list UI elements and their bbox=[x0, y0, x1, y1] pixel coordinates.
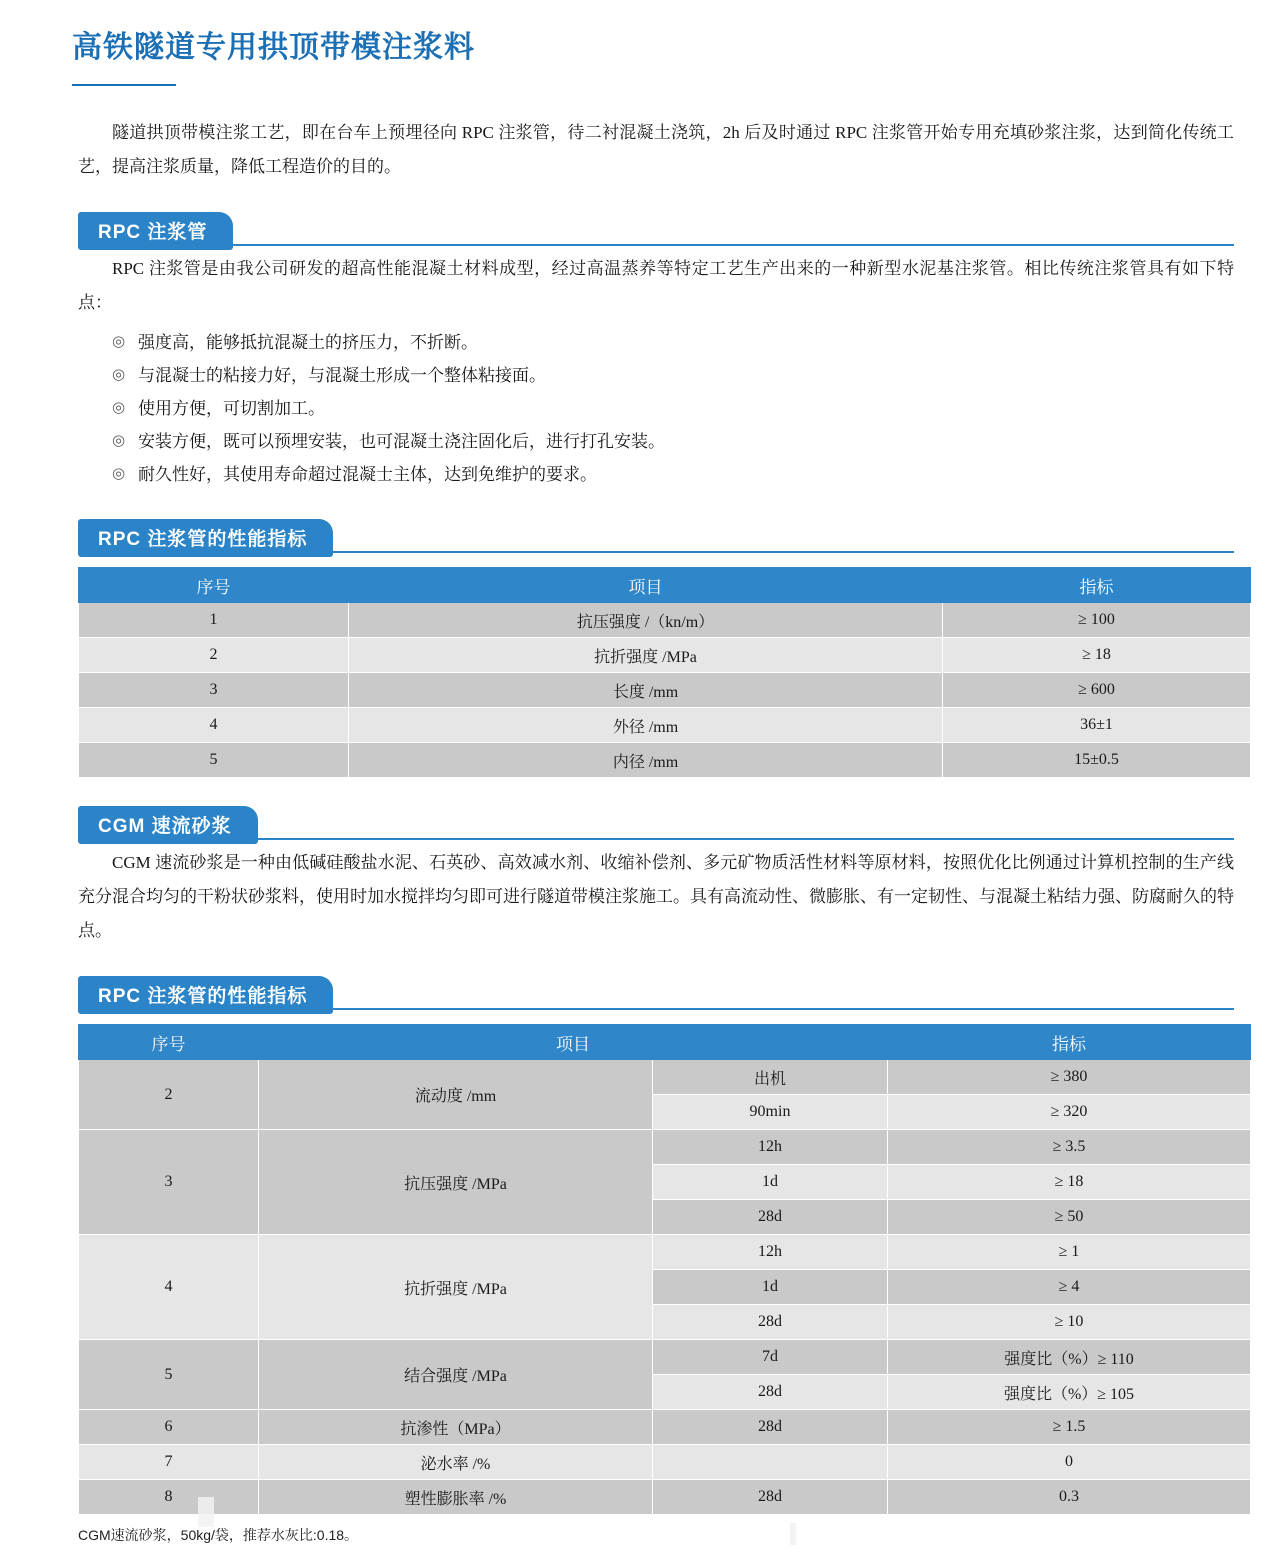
cell-age: 1d bbox=[653, 1165, 888, 1200]
cell-item: 抗折强度 /MPa bbox=[349, 638, 943, 673]
list-item bbox=[112, 458, 1248, 491]
table-row bbox=[79, 1480, 1251, 1515]
scan-artifact bbox=[198, 1497, 214, 1527]
cell-value: ≥ 18 bbox=[943, 638, 1251, 673]
cell-index: 1 bbox=[79, 603, 349, 638]
cgm-paragraph: CGM 速流砂浆是一种由低碱硅酸盐水泥、石英砂、高效减水剂、收缩补偿剂、多元矿物质活性材料等原材料，按照优化比例通过计算机控制的生产线充分混合均匀的干粉状砂浆料，使用时加水搅拌均匀即可进行隧道带模注浆施工。具有高流动性、微膨胀、有一定韧性、与混凝土粘结力强、防腐耐久的特点。 bbox=[78, 853, 1234, 940]
column-header: 指标 bbox=[888, 1025, 1251, 1060]
list-item-label: 安装方便，既可以预埋安装，也可混凝土浇注固化后，进行打孔安装。 bbox=[138, 432, 665, 451]
rpc-spec-table bbox=[78, 567, 1251, 778]
table-row bbox=[79, 1410, 1251, 1445]
cell-item: 流动度 /mm bbox=[259, 1060, 653, 1130]
cell-age: 90min bbox=[653, 1095, 888, 1130]
cell-index: 5 bbox=[79, 1340, 259, 1410]
cell-value: ≥ 4 bbox=[888, 1270, 1251, 1305]
cell-index: 4 bbox=[79, 708, 349, 743]
section-heading-label: RPC 注浆管 bbox=[78, 212, 233, 250]
list-item bbox=[112, 326, 1248, 359]
cell-item: 抗压强度 /MPa bbox=[259, 1130, 653, 1235]
cell-value: ≥ 1.5 bbox=[888, 1410, 1251, 1445]
ring-bullet-icon: ◎ bbox=[112, 400, 126, 416]
list-item bbox=[112, 392, 1248, 425]
cell-index: 6 bbox=[79, 1410, 259, 1445]
cell-index: 2 bbox=[79, 1060, 259, 1130]
cell-value: ≥ 1 bbox=[888, 1235, 1251, 1270]
cell-item: 泌水率 /% bbox=[259, 1445, 653, 1480]
cell-value: 强度比（%）≥ 105 bbox=[888, 1375, 1251, 1410]
cell-item: 外径 /mm bbox=[349, 708, 943, 743]
cell-index: 3 bbox=[79, 673, 349, 708]
table-row bbox=[79, 1340, 1251, 1375]
cell-value: 强度比（%）≥ 110 bbox=[888, 1340, 1251, 1375]
cell-index: 4 bbox=[79, 1235, 259, 1340]
cell-index: 2 bbox=[79, 638, 349, 673]
cell-value: ≥ 50 bbox=[888, 1200, 1251, 1235]
column-header: 序号 bbox=[79, 1025, 259, 1060]
table-row bbox=[79, 1060, 1251, 1095]
list-item-label: 与混凝士的粘接力好，与混凝土形成一个整体粘接面。 bbox=[138, 366, 546, 385]
cell-index: 7 bbox=[79, 1445, 259, 1480]
cell-item: 塑性膨胀率 /% bbox=[259, 1480, 653, 1515]
cell-age bbox=[653, 1445, 888, 1480]
table-row bbox=[79, 673, 1251, 708]
title-divider bbox=[72, 84, 176, 86]
cell-index: 5 bbox=[79, 743, 349, 778]
cell-item: 抗渗性（MPa） bbox=[259, 1410, 653, 1445]
cell-age: 28d bbox=[653, 1375, 888, 1410]
cell-value: 0 bbox=[888, 1445, 1251, 1480]
cell-item: 结合强度 /MPa bbox=[259, 1340, 653, 1410]
table-row bbox=[79, 1235, 1251, 1270]
cell-age: 出机 bbox=[653, 1060, 888, 1095]
cell-value: 36±1 bbox=[943, 708, 1251, 743]
cell-age: 28d bbox=[653, 1200, 888, 1235]
cell-age: 7d bbox=[653, 1340, 888, 1375]
table-row bbox=[79, 1130, 1251, 1165]
cell-value: 0.3 bbox=[888, 1480, 1251, 1515]
list-item bbox=[112, 359, 1248, 392]
section-heading-cgm bbox=[78, 806, 1248, 840]
section-heading-cgm-spec bbox=[78, 976, 1248, 1010]
list-item-label: 耐久性好，其使用寿命超过混凝士主体，达到免维护的要求。 bbox=[138, 465, 597, 484]
intro-paragraph: 隧道拱顶带模注浆工艺，即在台车上预埋径向 RPC 注浆管，待二衬混凝土浇筑，2h 后及时通过 RPC 注浆管开始专用充填砂浆注浆，达到简化传统工艺，提高注浆质量，降低工程造价的目的。 bbox=[78, 123, 1234, 176]
cgm-spec-table bbox=[78, 1024, 1251, 1515]
section-heading-rpc-spec bbox=[78, 519, 1248, 553]
cell-age: 28d bbox=[653, 1410, 888, 1445]
column-header: 项目 bbox=[349, 568, 943, 603]
cell-item: 内径 /mm bbox=[349, 743, 943, 778]
cell-age: 12h bbox=[653, 1235, 888, 1270]
section-heading-label: RPC 注浆管的性能指标 bbox=[78, 519, 333, 557]
cell-age: 28d bbox=[653, 1305, 888, 1340]
section-heading-rule bbox=[78, 244, 1234, 246]
cell-index: 8 bbox=[79, 1480, 259, 1515]
table-footnote: CGM速流砂浆，50kg/袋，推荐水灰比:0.18。 bbox=[78, 1527, 359, 1543]
ring-bullet-icon: ◎ bbox=[112, 466, 126, 482]
list-item-label: 使用方便，可切割加工。 bbox=[138, 399, 325, 418]
cell-value: ≥ 600 bbox=[943, 673, 1251, 708]
rpc-pipe-feature-list bbox=[32, 326, 1248, 491]
table-header-row bbox=[79, 1025, 1251, 1060]
cell-value: ≥ 10 bbox=[888, 1305, 1251, 1340]
cell-value: ≥ 18 bbox=[888, 1165, 1251, 1200]
cell-value: 15±0.5 bbox=[943, 743, 1251, 778]
table-header-row bbox=[79, 568, 1251, 603]
cell-age: 12h bbox=[653, 1130, 888, 1165]
table-row bbox=[79, 708, 1251, 743]
table-row bbox=[79, 743, 1251, 778]
column-header: 项目 bbox=[259, 1025, 888, 1060]
list-item-label: 强度高，能够抵抗混凝土的挤压力，不折断。 bbox=[138, 333, 478, 352]
table-row bbox=[79, 603, 1251, 638]
list-item bbox=[112, 425, 1248, 458]
cell-age: 1d bbox=[653, 1270, 888, 1305]
cell-value: ≥ 100 bbox=[943, 603, 1251, 638]
table-row bbox=[79, 638, 1251, 673]
ring-bullet-icon: ◎ bbox=[112, 334, 126, 350]
section-heading-label: CGM 速流砂浆 bbox=[78, 806, 258, 844]
cell-age: 28d bbox=[653, 1480, 888, 1515]
cell-index: 3 bbox=[79, 1130, 259, 1235]
scan-artifact bbox=[790, 1523, 796, 1545]
table-row bbox=[79, 1445, 1251, 1480]
ring-bullet-icon: ◎ bbox=[112, 367, 126, 383]
cell-value: ≥ 380 bbox=[888, 1060, 1251, 1095]
cell-item: 抗压强度 /（kn/m） bbox=[349, 603, 943, 638]
rpc-pipe-paragraph: RPC 注浆管是由我公司研发的超高性能混凝土材料成型，经过高温蒸养等特定工艺生产出来的一种新型水泥基注浆管。相比传统注浆管具有如下特点： bbox=[78, 259, 1234, 312]
page-title: 高铁隧道专用拱顶带模注浆料 bbox=[72, 31, 475, 64]
section-heading-rpc-pipe bbox=[78, 212, 1248, 246]
cell-value: ≥ 320 bbox=[888, 1095, 1251, 1130]
cell-item: 长度 /mm bbox=[349, 673, 943, 708]
column-header: 序号 bbox=[79, 568, 349, 603]
cell-item: 抗折强度 /MPa bbox=[259, 1235, 653, 1340]
section-heading-label: RPC 注浆管的性能指标 bbox=[78, 976, 333, 1014]
column-header: 指标 bbox=[943, 568, 1251, 603]
ring-bullet-icon: ◎ bbox=[112, 433, 126, 449]
cell-value: ≥ 3.5 bbox=[888, 1130, 1251, 1165]
